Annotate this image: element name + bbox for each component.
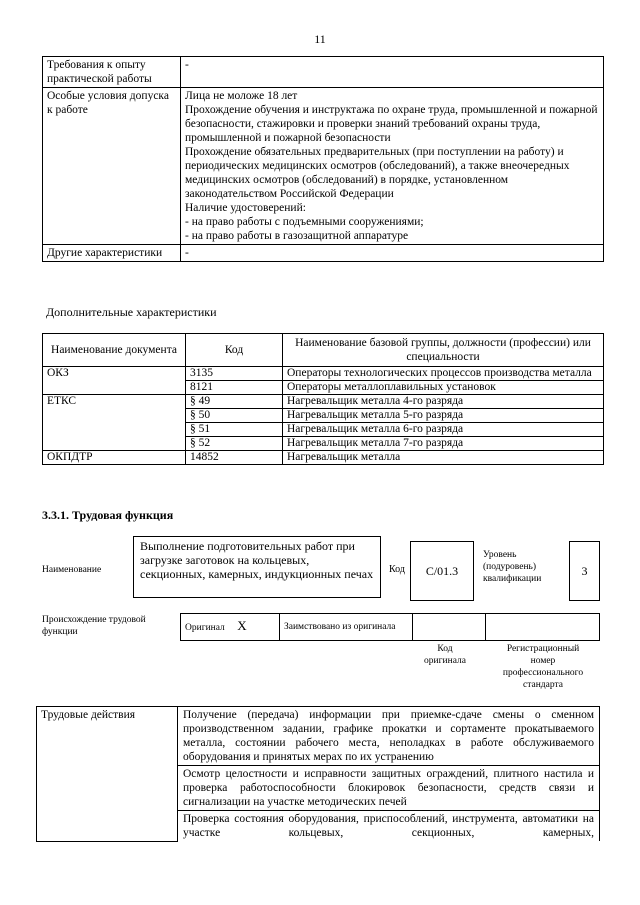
column-header: Код — [186, 334, 283, 367]
labor-actions-table — [36, 706, 600, 842]
value-line: Прохождение обязательных предварительных (при поступлении на работу) и периодических медицинских осмотров (обследований), а также внеочередных медицинских осмотров (обследований) в порядке, установленном законодательством Российской Федерации — [185, 146, 570, 200]
action-item: Получение (передача) информации при приемке-сдаче смены о сменном производственном задании, графике прокатки и сортаменте прокатываемого металла, состоянии рабочего места, неполадках в работе обслуживаемого оборудования и принятых мерах по их устранению — [178, 707, 600, 766]
value-line: Прохождение обучения и инструктажа по охране труда, промышленной и пожарной безопасности, стажировки и проверки знаний требований охраны труда, промышленной и пожарной безопасности — [185, 104, 598, 144]
section-title: Дополнительные характеристики — [46, 305, 217, 319]
table-row — [43, 367, 604, 381]
name-cell: Нагревальщик металла — [283, 451, 604, 465]
table-header-row — [43, 334, 604, 367]
level-value: 3 — [581, 564, 588, 578]
column-header: Наименование базовой группы, должности (профессии) или специальности — [283, 334, 604, 367]
doc-cell: ОКПДТР — [43, 451, 186, 465]
borrowed-cell: Заимствовано из оригинала — [280, 614, 413, 641]
value-line: - на право работы с подъемными сооружениями; — [185, 216, 424, 228]
code-cell: 14852 — [186, 451, 283, 465]
value-line: Лица не моложе 18 лет — [185, 90, 298, 102]
code-cell: § 51 — [186, 423, 283, 437]
name-cell: Нагревальщик металла 4-го разряда — [283, 395, 604, 409]
code-cell: 8121 — [186, 381, 283, 395]
table-row — [181, 614, 600, 641]
requirements-table — [42, 56, 604, 262]
level-label: Уровень (подуровень) квалификации — [483, 550, 542, 584]
code-cell: § 50 — [186, 409, 283, 423]
table-row — [43, 451, 604, 465]
value-line: Наличие удостоверений: — [185, 202, 306, 214]
reg-number-cell — [486, 614, 600, 641]
code-cell: 3135 — [186, 367, 283, 381]
table-body — [43, 367, 604, 465]
section-heading: 3.3.1. Трудовая функция — [42, 508, 174, 522]
row-value — [181, 57, 604, 88]
table-row — [43, 88, 604, 245]
row-value — [181, 88, 604, 245]
name-cell: Операторы металлоплавильных установок — [283, 381, 604, 395]
value-line: - — [185, 59, 189, 71]
name-cell: Нагревальщик металла 7-го разряда — [283, 437, 604, 451]
doc-cell: ОКЗ — [43, 367, 186, 395]
original-mark: X — [237, 618, 247, 633]
row-label: Особые условия допуска к работе — [43, 88, 181, 245]
row-value — [181, 245, 604, 262]
additional-characteristics-table — [42, 333, 604, 465]
name-cell: Нагревальщик металла 5-го разряда — [283, 409, 604, 423]
original-label: Оригинал — [185, 623, 225, 633]
row-label: Требования к опыту практической работы — [43, 57, 181, 88]
row-label: Другие характеристики — [43, 245, 181, 262]
column-header: Наименование документа — [43, 334, 186, 367]
code-original-label: Код оригинала — [424, 644, 466, 666]
action-item: Проверка состояния оборудования, приспособлений, инструмента, автоматики на участке кольцевых, секционных, камерных, — [178, 811, 600, 842]
doc-cell: ЕТКС — [43, 395, 186, 451]
code-original-cell — [413, 614, 486, 641]
code-cell: § 49 — [186, 395, 283, 409]
function-name-box: Выполнение подготовительных работ при загрузке заготовок на кольцевых, секционных, камерных, индукционных печах — [133, 536, 381, 598]
value-line: - на право работы в газозащитной аппаратуре — [185, 230, 409, 242]
table-row — [43, 57, 604, 88]
code-label: Код — [389, 564, 405, 575]
original-cell — [181, 614, 280, 641]
action-item: Осмотр целостности и исправности защитных ограждений, плитного настила и проверка работоспособности блокировок безопасности, средств связи и сигнализации на участке методических печей — [178, 766, 600, 811]
table-row — [43, 395, 604, 409]
code-box — [410, 541, 474, 601]
name-label: Наименование — [42, 565, 102, 575]
origin-label: Происхождение трудовой функции — [42, 615, 146, 637]
level-box — [569, 541, 600, 601]
name-cell: Операторы технологических процессов производства металла — [283, 367, 604, 381]
code-cell: § 52 — [186, 437, 283, 451]
table-row — [37, 707, 600, 766]
origin-table — [180, 613, 600, 641]
table-row — [43, 245, 604, 262]
name-cell: Нагревальщик металла 6-го разряда — [283, 423, 604, 437]
reg-number-label: Регистрационный номер профессионального стандарта — [502, 644, 584, 690]
code-value: С/01.3 — [425, 564, 459, 578]
value-line: - — [185, 247, 189, 259]
actions-label: Трудовые действия — [37, 707, 178, 842]
page-number: 11 — [314, 32, 326, 46]
